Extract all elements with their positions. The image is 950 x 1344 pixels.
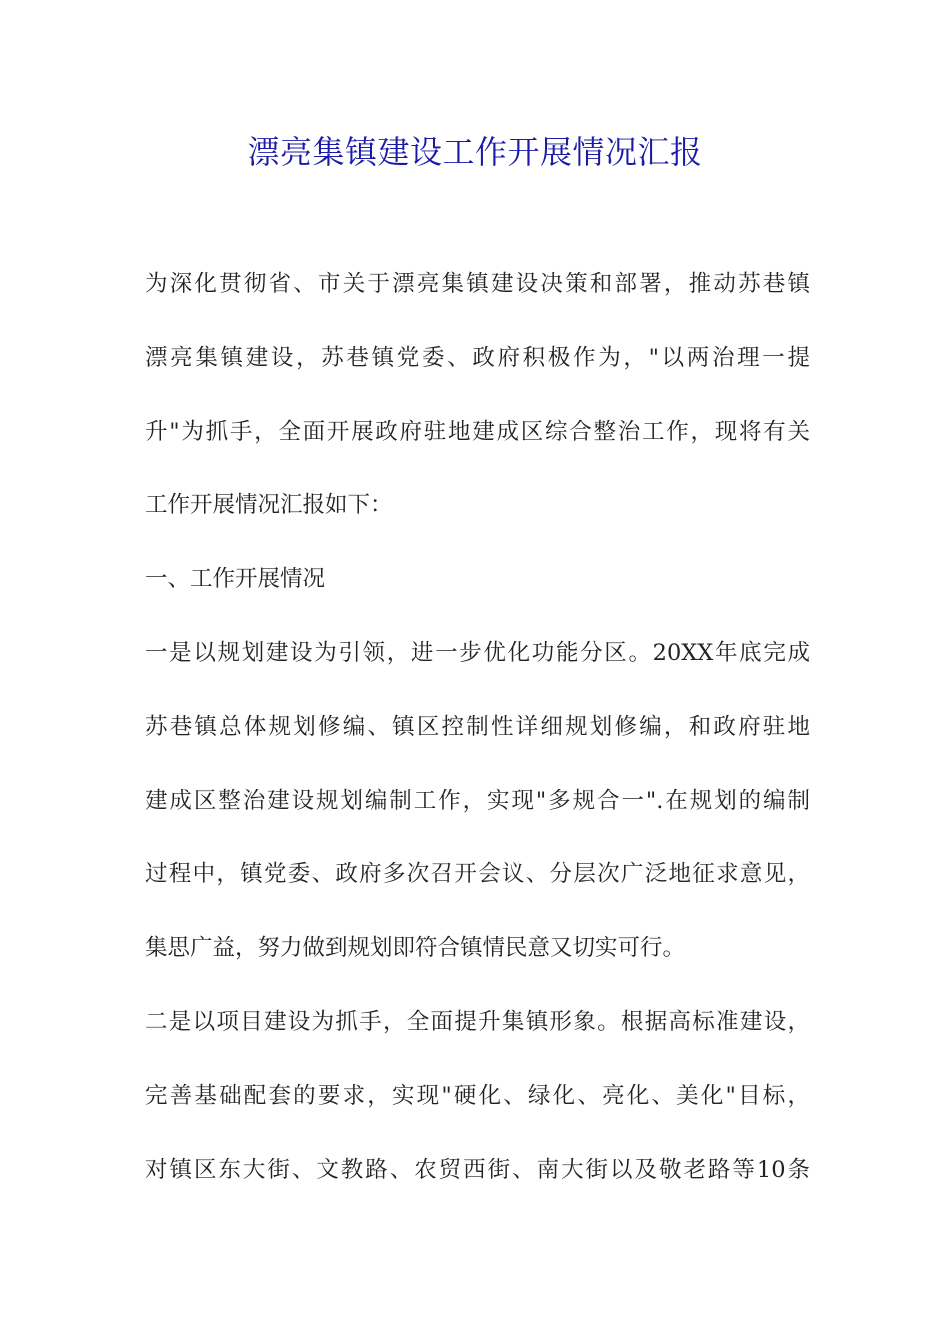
document-body	[145, 258, 810, 1217]
body-line: 建成区整治建设规划编制工作，实现"多规合一".在规划的编制	[145, 787, 810, 814]
body-line: 二是以项目建设为抓手，全面提升集镇形象。根据高标准建设，	[145, 1008, 810, 1035]
body-line: 过程中，镇党委、政府多次召开会议、分层次广泛地征求意见，	[145, 861, 810, 888]
body-line: 集思广益，努力做到规划即符合镇情民意又切实可行。	[145, 935, 686, 962]
body-line: 苏巷镇总体规划修编、镇区控制性详细规划修编，和政府驻地	[145, 713, 810, 740]
body-line: 为深化贯彻省、市关于漂亮集镇建设决策和部署，推动苏巷镇	[145, 271, 810, 297]
body-line: 漂亮集镇建设，苏巷镇党委、政府积极作为，"以两治理一提	[145, 344, 810, 371]
body-line: 完善基础配套的要求，实现"硬化、绿化、亮化、美化"目标，	[145, 1082, 810, 1109]
section-heading: 一、工作开展情况	[145, 566, 326, 593]
body-line: 对镇区东大街、文教路、农贸西街、南大街以及敬老路等10条	[145, 1156, 810, 1183]
body-line: 一是以规划建设为引领，进一步优化功能分区。20XX年底完成	[145, 639, 810, 666]
document-title: 漂亮集镇建设工作开展情况汇报	[247, 133, 703, 171]
body-line: 工作开展情况汇报如下：	[145, 492, 393, 519]
body-line: 升"为抓手，全面开展政府驻地建成区综合整治工作，现将有关	[145, 418, 810, 445]
